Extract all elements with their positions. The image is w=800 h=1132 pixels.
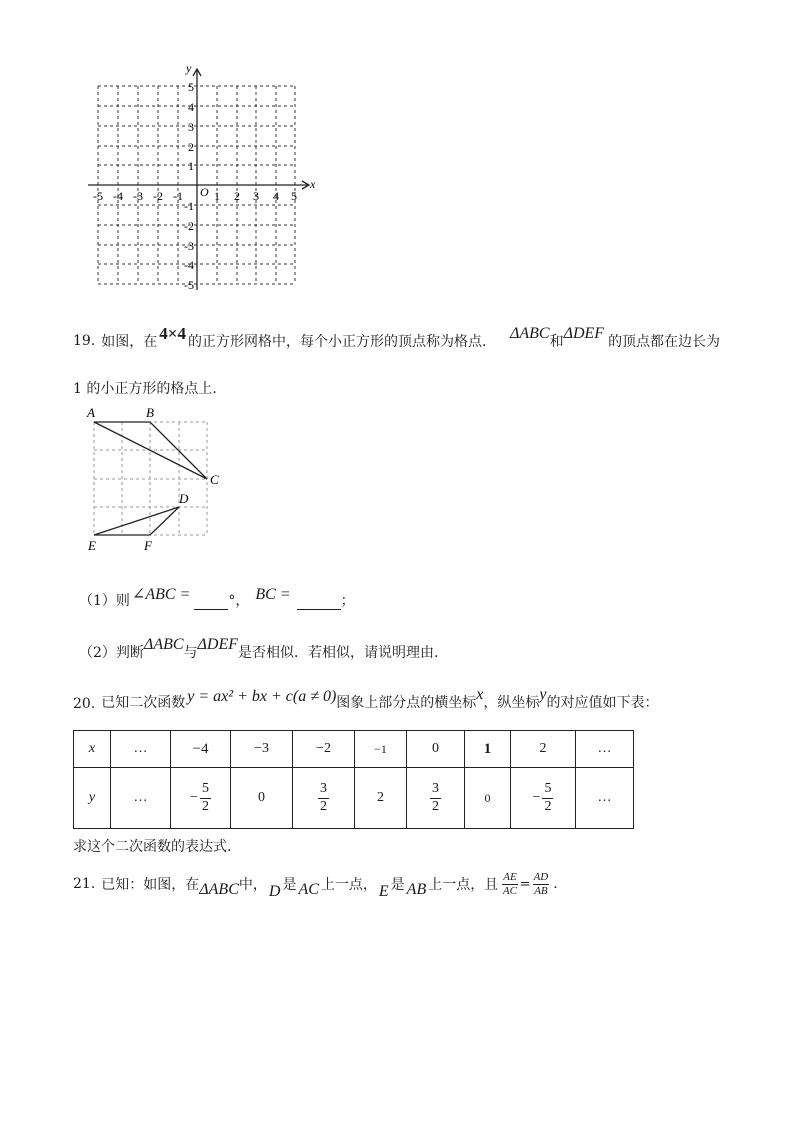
table-cell: … [576, 768, 634, 829]
point-d: D [268, 883, 281, 900]
part-prefix: （1）则 [79, 593, 130, 609]
q21-text: 上一点，且 [428, 877, 499, 893]
triangle-abc: ΔABC [143, 636, 184, 653]
question-number: 19. [73, 333, 96, 349]
vertex-label-f: F [144, 538, 152, 553]
table-cell: 2 [511, 731, 576, 768]
equals-sign: = [519, 876, 531, 892]
segment-ac: AC [298, 881, 319, 898]
vertex-label-e: E [88, 538, 96, 553]
table-header-y: y [74, 768, 111, 829]
table-cell: … [111, 731, 171, 768]
q19-text: 和 [549, 334, 564, 350]
q20-line1 [73, 684, 659, 712]
var-x: x [476, 686, 484, 703]
q20-ask: 求这个二次函数的表达式. [73, 839, 232, 855]
y-tick-label: -5 [184, 278, 194, 292]
q20-text: ，纵坐标 [483, 695, 540, 711]
table-cell: 0 [407, 731, 465, 768]
y-tick-label: 4 [188, 100, 194, 114]
fraction: $\frac{5}{2}$ [544, 781, 552, 814]
y-tick-label: -3 [184, 239, 194, 253]
y-tick-label: 3 [188, 120, 194, 134]
fraction: $\frac{5}{2}$ [201, 781, 209, 814]
table-cell: 0 [465, 768, 511, 829]
x-tick-label: -1 [173, 189, 183, 203]
table-cell [171, 768, 231, 829]
q20-text: 的对应值如下表： [546, 695, 659, 711]
q21-text: 是 [390, 877, 405, 893]
quadratic-formula: y = ax² + bx + c(a ≠ 0) [187, 688, 337, 705]
q19-part1 [79, 584, 355, 610]
x-tick-label: -2 [153, 189, 163, 203]
answer-blank-bc[interactable] [297, 609, 341, 610]
x-tick-label: 2 [234, 189, 240, 203]
q19-part2 [79, 636, 438, 662]
table-cell [293, 768, 355, 829]
triangle-def-shape [94, 507, 179, 535]
degree-sign: °， [228, 593, 250, 609]
q21-text: 中， [238, 877, 267, 893]
minus-sign: − [532, 790, 541, 805]
table-cell: 0 [231, 768, 293, 829]
q19-text: 如图，在 [101, 334, 158, 350]
with-text: 与 [183, 645, 198, 661]
segment-ab: AB [406, 881, 427, 898]
coordinate-grid-figure [80, 58, 330, 298]
fraction: $\frac{3}{2}$ [320, 781, 327, 814]
vertex-label-a: A [87, 405, 95, 420]
y-tick-label: 5 [188, 80, 194, 94]
table-cell [407, 768, 465, 829]
q19-text: 的正方形网格中，每个小正方形的顶点称为格点． [187, 334, 496, 350]
table-cell: −2 [293, 731, 355, 768]
x-tick-labels [93, 189, 297, 203]
table-cell: −3 [231, 731, 293, 768]
x-tick-label: 1 [214, 189, 220, 203]
table-row-y [74, 768, 634, 829]
fraction: $\frac{3}{2}$ [432, 781, 439, 814]
x-tick-label: 4 [273, 189, 279, 203]
q21-text: 是 [282, 877, 297, 893]
q20-text: 已知二次函数 [101, 695, 186, 711]
point-e: E [378, 883, 389, 900]
x-tick-label: -4 [113, 189, 123, 203]
x-tick-label: -3 [133, 189, 143, 203]
table-cell [511, 768, 576, 829]
x-tick-label: 3 [253, 189, 259, 203]
q20-text: 图象上部分点的横坐标 [336, 695, 477, 711]
var-y: y [539, 686, 547, 703]
q21-line1 [73, 866, 558, 902]
fraction-ae-ac: $\frac{AE}{AC}$ [502, 871, 517, 897]
semicolon: ； [340, 593, 355, 609]
values-table [73, 730, 634, 829]
y-tick-label: 2 [188, 140, 194, 154]
triangle-def: ΔDEF [197, 636, 239, 653]
y-tick-label: -2 [184, 219, 194, 233]
x-axis-label: x [310, 177, 316, 191]
q19-line2: 1 的小正方形的格点上． [73, 381, 227, 397]
origin-label: O [200, 185, 209, 199]
q19-line1 [73, 324, 720, 358]
grid-size: 4×4 [159, 324, 186, 343]
question-number: 20. [73, 696, 96, 712]
x-tick-label: -5 [93, 189, 103, 203]
y-tick-labels [184, 80, 194, 292]
triangle-abc: ΔABC [199, 881, 239, 898]
y-tick-label: -1 [184, 199, 194, 213]
dashed-grid [94, 422, 207, 535]
answer-blank-angle[interactable] [194, 609, 228, 610]
table-cell: … [111, 768, 171, 829]
y-axis-label: y [186, 61, 192, 75]
q19-text: 是否相似．若相似，请说明理由. [238, 645, 439, 661]
vertex-label-c: C [210, 472, 219, 487]
triangle-abc: ΔABC [509, 325, 550, 342]
table-cell: … [576, 731, 634, 768]
vertex-label-b: B [146, 405, 154, 420]
table-header-x: x [74, 731, 111, 768]
table-cell: 1 [465, 731, 511, 768]
minus-sign: − [190, 790, 198, 805]
table-row-x [74, 731, 634, 768]
triangle-def: ΔDEF [563, 325, 605, 342]
question-number: 21. [73, 876, 96, 892]
fraction-ad-ab: $\frac{AD}{AB}$ [533, 871, 549, 897]
period: . [553, 876, 558, 892]
q19-triangle-figure [84, 402, 234, 562]
table-cell: −4 [171, 731, 231, 768]
x-tick-label: 5 [291, 189, 297, 203]
vertex-label-d: D [179, 491, 189, 506]
table-cell: 2 [355, 768, 407, 829]
angle-abc: ∠ABC = [131, 586, 191, 603]
part-prefix: （2）判断 [79, 645, 144, 661]
table-cell: −1 [355, 731, 407, 768]
q19-text: 的顶点都在边长为 [608, 334, 721, 350]
y-tick-label: -4 [184, 258, 194, 272]
y-tick-label: 1 [188, 159, 194, 173]
segment-bc: BC = [255, 586, 291, 603]
q21-text: 上一点， [320, 877, 377, 893]
q21-text: 已知：如图，在 [101, 877, 200, 893]
